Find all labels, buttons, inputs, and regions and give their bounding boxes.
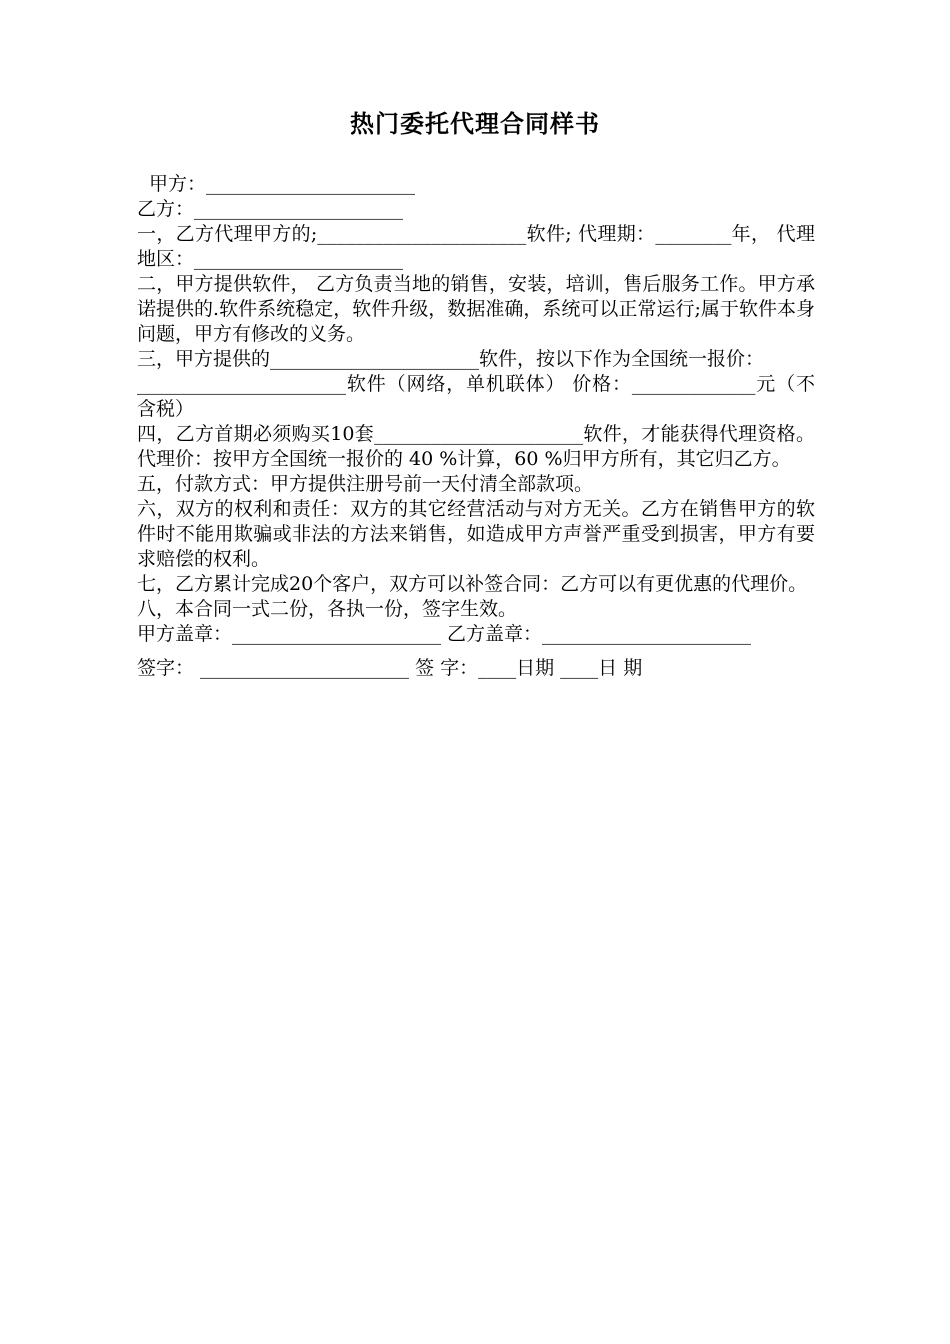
clause-3-price: ______________________软件（网络，单机联体） 价格：_____________元（不含税） xyxy=(137,373,815,420)
clause-3: 三，甲方提供的______________________软件，按以下作为全国统一报价： xyxy=(137,348,765,370)
document-title: 热门委托代理合同样书 xyxy=(350,109,600,138)
clause-4: 四，乙方首期必须购买10套______________________软件，才能获得代理资格。 代理价：按甲方全国统一报价的 40 %计算，60 %归甲方所有，其它归乙方。 xyxy=(137,423,815,470)
clause-1: 一，乙方代理甲方的;______________________软件; 代理期：________年， 代理地区：______________________ xyxy=(137,223,815,270)
signature-line: 签字： ______________________ 签 字：____日期 ____日 期 xyxy=(137,657,643,679)
clause-7: 七，乙方累计完成20个客户，双方可以补签合同：乙方可以有更优惠的代理价。 xyxy=(137,573,808,595)
seal-line: 甲方盖章：______________________ 乙方盖章：______________________ xyxy=(137,623,752,645)
party-a-line: 甲方：______________________ xyxy=(149,173,416,195)
clause-6: 六，双方的权利和责任：双方的其它经营活动与对方无关。乙方在销售甲方的软件时不能用欺骗或非法的方法来销售，如造成甲方声誉严重受到损害，甲方有要求赔偿的权利。 xyxy=(137,498,815,570)
contract-body xyxy=(137,172,815,681)
clause-2: 二，甲方提供软件， 乙方负责当地的销售，安装，培训，售后服务工作。甲方承诺提供的.软件系统稳定，软件升级，数据准确，系统可以正常运行;属于软件本身问题，甲方有修改的义务。 xyxy=(137,273,815,345)
clause-8: 八，本合同一式二份，各执一份，签字生效。 xyxy=(137,598,518,620)
clause-5: 五，付款方式：甲方提供注册号前一天付清全部款项。 xyxy=(137,473,594,495)
party-b-line: 乙方：______________________ xyxy=(137,198,404,220)
